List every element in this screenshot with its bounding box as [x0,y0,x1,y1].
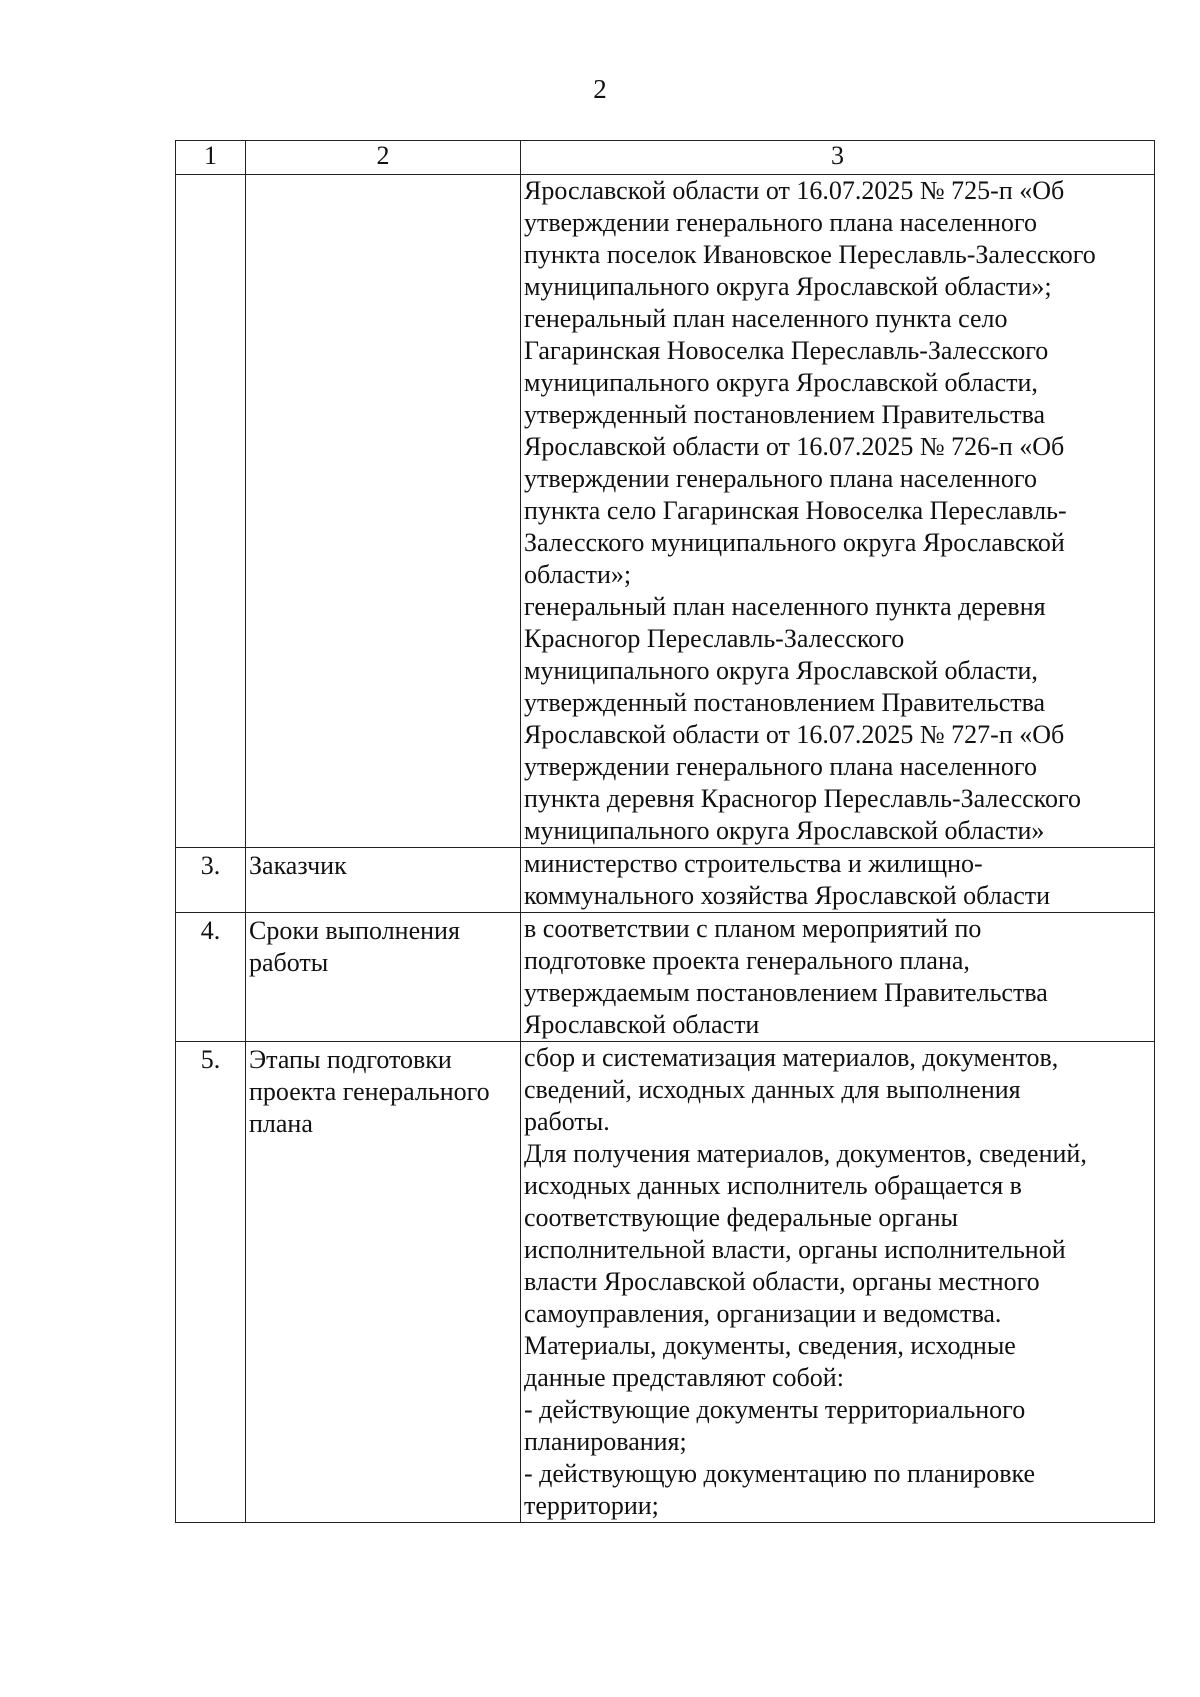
text-line: работы [249,948,329,977]
text-line: Ярославской области от 16.07.2025 № 725-п «Об [524,176,1065,205]
continuation-label-cell [246,175,521,848]
text-line: - действующие документы территориального [524,1395,1026,1424]
row-label [246,1042,521,1523]
row-label [246,913,521,1042]
row-label [246,848,521,913]
row-value [521,1042,1155,1523]
row-number: 4. [176,913,246,1042]
row-value [521,848,1155,913]
text-line: Красногор Переславль-Залесского [524,624,905,653]
text-line: Залесского муниципального округа Ярославской [524,528,1065,557]
continuation-text-cell [521,175,1155,848]
text-line: области»; [524,560,632,589]
text-line: самоуправления, организации и ведомства. [524,1299,1002,1328]
text-line: Для получения материалов, документов, сведений, [524,1139,1087,1168]
text-line: власти Ярославской области, органы местного [524,1267,1040,1296]
text-line: территории; [524,1491,659,1520]
table-header-row [176,141,1155,175]
text-line: - действующую документацию по планировке [524,1459,1035,1488]
text-line: утвержденный постановлением Правительства [524,688,1046,717]
continuation-row [176,175,1155,848]
row-number: 3. [176,848,246,913]
text-line: генеральный план населенного пункта деревня [524,592,1046,621]
text-line: коммунального хозяйства Ярославской области [524,881,1051,910]
table-row [176,1042,1155,1523]
text-line: Сроки выполнения [249,916,460,945]
page-number: 2 [593,74,607,104]
text-line: сбор и систематизация материалов, документов, [524,1043,1059,1072]
table-row [176,848,1155,913]
text-line: соответствующие федеральные органы [524,1203,959,1232]
text-line: утвержденный постановлением Правительства [524,400,1046,429]
text-line: пункта село Гагаринская Новоселка Переславль- [524,496,1067,525]
text-line: исполнительной власти, органы исполнительной [524,1235,1066,1264]
text-line: Ярославской области [524,1010,760,1039]
text-line: пункта поселок Ивановское Переславль-Залесского [524,240,1096,269]
column-number-2: 2 [246,141,521,175]
text-line: в соответствии с планом мероприятий по [524,914,982,943]
text-line: Этапы подготовки [249,1045,452,1074]
text-line: утверждаемым постановлением Правительства [524,978,1048,1007]
text-line: планирования; [524,1427,687,1456]
text-line: муниципального округа Ярославской области, [524,656,1038,685]
text-line: пункта деревня Красногор Переславль-Залесского [524,784,1081,813]
requirements-table [175,140,1155,1523]
text-line: генеральный план населенного пункта село [524,304,1008,333]
text-line: министерство строительства и жилищно- [524,849,983,878]
column-number-1: 1 [176,141,246,175]
text-line: утверждении генерального плана населенного [524,752,1037,781]
text-line: сведений, исходных данных для выполнения [524,1075,1021,1104]
text-line: подготовке проекта генерального плана, [524,946,970,975]
table-row [176,913,1155,1042]
row-number: 5. [176,1042,246,1523]
text-line: Материалы, документы, сведения, исходные [524,1331,1016,1360]
text-line: исходных данных исполнитель обращается в [524,1171,1022,1200]
text-line: Заказчик [249,851,347,880]
text-line: муниципального округа Ярославской области» [524,816,1045,845]
text-line: данные представляют собой: [524,1363,844,1392]
text-line: плана [249,1109,313,1138]
text-line: проекта генерального [249,1077,490,1106]
text-line: муниципального округа Ярославской области, [524,368,1038,397]
text-line: Ярославской области от 16.07.2025 № 727-п «Об [524,720,1065,749]
text-line: Ярославской области от 16.07.2025 № 726-п «Об [524,432,1065,461]
text-line: Гагаринская Новоселка Переславль-Залесского [524,336,1049,365]
row-value [521,913,1155,1042]
text-line: утверждении генерального плана населенного [524,464,1037,493]
continuation-number-cell [176,175,246,848]
text-line: работы. [524,1107,610,1136]
text-line: муниципального округа Ярославской области»; [524,272,1052,301]
text-line: утверждении генерального плана населенного [524,208,1037,237]
column-number-3: 3 [521,141,1155,175]
